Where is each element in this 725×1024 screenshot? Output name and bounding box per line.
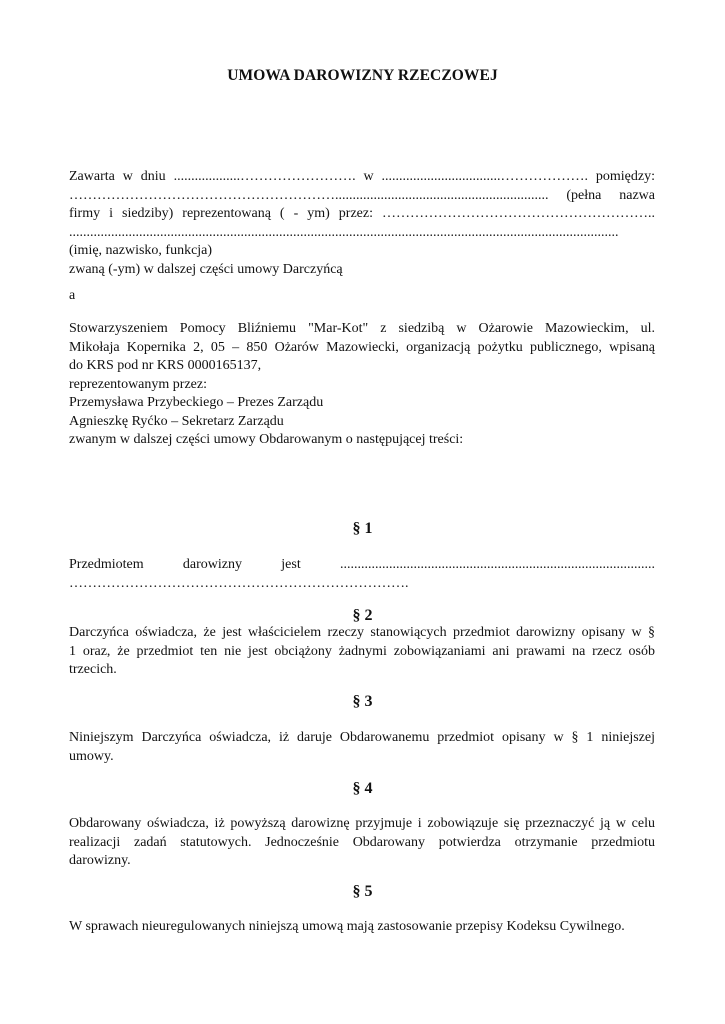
recipient-line-2: Mikołaja Kopernika 2, 05 – 850 Ożarów Mazowiecki, organizacją pożytku publicznego, wpisaną [69,339,655,355]
intro-block [69,168,655,279]
section-4-body [69,815,655,871]
intro-line-6: zwaną (-ym) w dalszej części umowy Darczyńcą [69,261,343,277]
conjunction-block [69,287,655,306]
recipient-line-3: do KRS pod nr KRS 0000165137, [69,358,262,373]
recipient-line-7: zwanym w dalszej części umowy Obdarowanym o następującej treści: [69,432,464,447]
recipient-line-4: reprezentowanym przez: [69,376,207,392]
section-5-line-1: W sprawach nieuregulowanych niniejszą umową mają zastosowanie przepisy Kodeksu Cywilnego. [69,919,625,934]
section-2-heading: § 2 [352,607,373,624]
section-1-line-2: ………………………………………………………………. [69,575,409,591]
section-1-heading: § 1 [352,520,373,537]
section-3-line-2: umowy. [69,748,114,764]
recipient-line-6: Agnieszkę Ryćko – Sekretarz Zarządu [69,413,284,429]
document-title: UMOWA DAROWIZNY RZECZOWEJ [227,67,498,84]
section-2-line-3: trzecich. [69,662,117,677]
section-3-body [69,729,655,766]
section-1-line-1: Przedmiotem darowizny jest .......................................................................................... [69,557,655,572]
section-2-line-2: 1 oraz, że przedmiot ten nie jest obciążony żadnymi zobowiązaniami ani prawami na rzecz osób [69,643,655,659]
section-2-body [69,624,655,680]
section-5-body [69,918,655,937]
intro-line-4: ............................................................................................................................................................. [69,224,619,240]
section-2-line-1: Darczyńca oświadcza, że jest właścicielem rzeczy stanowiących przedmiot darowizny opisany w § [69,625,655,640]
intro-line-5: (imię, nazwisko, funkcja) [69,243,213,258]
intro-line-3: firmy i siedziby) reprezentowaną ( - ym) przez: ………………………………………………….. [69,206,655,221]
section-3-heading: § 3 [352,693,373,710]
recipient-block [69,320,655,450]
recipient-line-1: Stowarzyszeniem Pomocy Bliźniemu "Mar-Kot" z siedzibą w Ożarowie Mazowieckim, ul. [69,321,655,336]
intro-line-2: …………………………………………………............................................................. (pełna nazwa [69,187,655,203]
section-4-line-3: darowizny. [69,853,131,868]
section-4-line-2: realizacji zadań statutowych. Jednocześnie Obdarowany potwierdza otrzymanie przedmiotu [69,834,655,850]
conjunction-text: a [69,288,76,303]
section-5-heading: § 5 [352,883,373,900]
section-1-body [69,556,655,593]
section-3-line-1: Niniejszym Darczyńca oświadcza, iż daruje Obdarowanemu przedmiot opisany w § 1 niniejszej [69,730,655,745]
section-4-heading: § 4 [352,780,373,797]
recipient-line-5: Przemysława Przybeckiego – Prezes Zarządu [69,395,324,410]
intro-line-1: Zawarta w dniu ...................……………………. w ..................................………………. pomiędzy: [69,169,655,184]
section-4-line-1: Obdarowany oświadcza, iż powyższą darowiznę przyjmuje i zobowiązuje się przeznaczyć ją w celu [69,816,655,831]
